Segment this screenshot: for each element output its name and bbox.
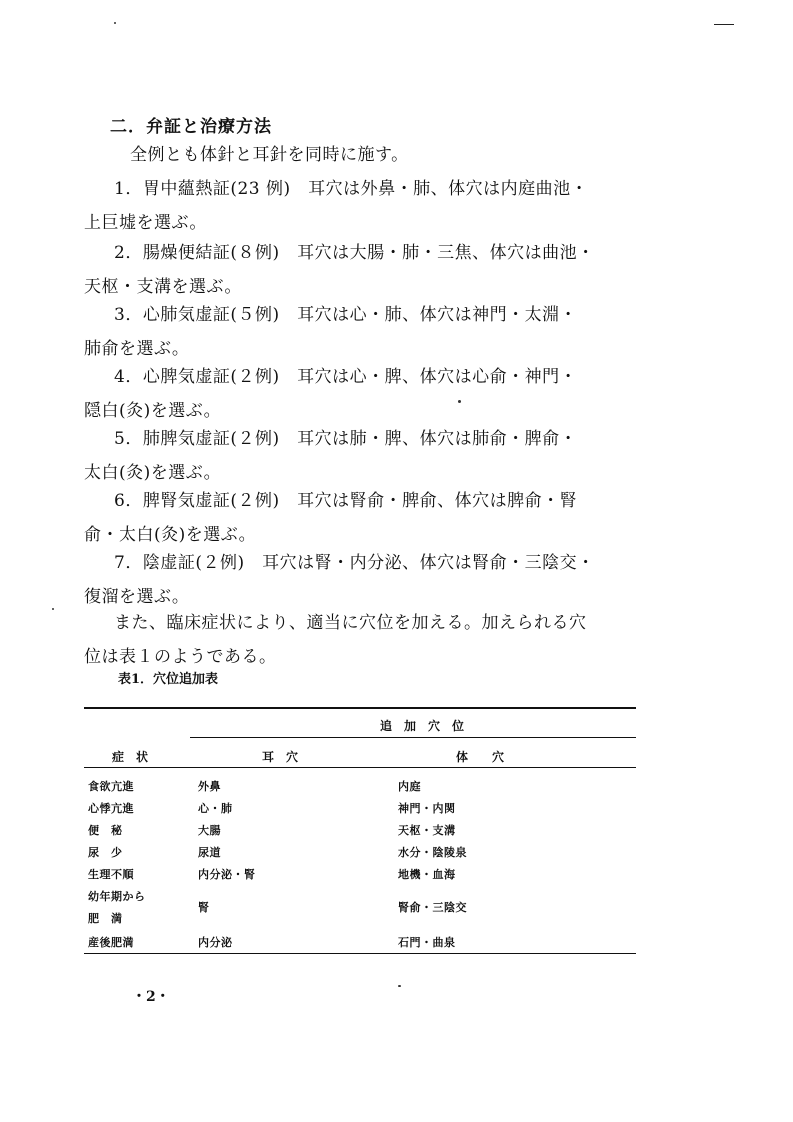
paragraph-2 <box>84 236 644 304</box>
paragraph-line: 俞・太白(灸)を選ぶ。 <box>84 525 257 545</box>
table-cell-ear: 外鼻 <box>198 780 221 793</box>
paragraph-line: また、臨床症状により、適当に穴位を加える。加えられる穴 <box>114 613 587 633</box>
table-cell-ear: 内分泌・腎 <box>198 868 256 881</box>
section-heading: 二．弁証と治療方法 <box>110 117 272 137</box>
table-cell-symptom-cont: 肥 満 <box>88 912 123 925</box>
table-header-ear: 耳 穴 <box>262 750 299 764</box>
corner-dash-mark <box>714 24 734 25</box>
table-cell-ear: 内分泌 <box>198 936 233 949</box>
scan-speck <box>52 608 54 610</box>
table-cell-body: 天枢・支溝 <box>398 824 456 837</box>
paragraph-intro <box>84 138 644 172</box>
table-cell-body: 水分・陰陵泉 <box>398 846 467 859</box>
table-top-rule <box>84 707 636 709</box>
paragraph-6 <box>84 484 644 552</box>
table-cell-symptom: 食欲亢進 <box>88 780 134 793</box>
paragraph-line: 4．心脾気虚証(２例) 耳穴は心・脾、体穴は心俞・神門・ <box>114 367 578 387</box>
table-cell-symptom: 産後肥満 <box>88 936 134 949</box>
paragraph-3 <box>84 298 644 366</box>
paragraph-line: 全例とも体針と耳針を同時に施す。 <box>130 145 409 165</box>
table-group-rule <box>190 737 636 738</box>
scan-speck <box>114 22 116 24</box>
table-cell-ear: 尿道 <box>198 846 221 859</box>
table-cell-body: 腎俞・三陰交 <box>398 901 467 914</box>
table-cell-ear: 心・肺 <box>198 802 233 815</box>
paragraph-1 <box>84 172 644 240</box>
table-header-rule <box>84 767 636 768</box>
paragraph-line: 上巨墟を選ぶ。 <box>84 213 207 233</box>
table-cell-symptom: 幼年期から <box>88 890 146 903</box>
paragraph-line: 6．脾腎気虚証(２例) 耳穴は腎俞・脾俞、体穴は脾俞・腎 <box>114 491 578 511</box>
table-cell-body: 内庭 <box>398 780 421 793</box>
scan-speck <box>398 985 401 987</box>
table-cell-body: 神門・内関 <box>398 802 456 815</box>
table-bottom-rule <box>84 953 636 954</box>
table-cell-symptom: 生理不順 <box>88 868 134 881</box>
paragraph-7 <box>84 546 644 614</box>
paragraph-line: 位は表１のようである。 <box>84 647 277 667</box>
paragraph-line: 7．陰虚証(２例) 耳穴は腎・内分泌、体穴は腎俞・三陰交・ <box>114 553 595 573</box>
paragraph-line: 1．胃中蘊熱証(23 例) 耳穴は外鼻・肺、体穴は内庭曲池・ <box>114 179 589 199</box>
table-cell-symptom: 尿 少 <box>88 846 123 859</box>
table-cell-ear: 大腸 <box>198 824 221 837</box>
paragraph-4 <box>84 360 644 428</box>
paragraph-line: 3．心肺気虚証(５例) 耳穴は心・肺、体穴は神門・太淵・ <box>114 305 578 325</box>
paragraph-line: 太白(灸)を選ぶ。 <box>84 463 222 483</box>
page-number: ・2・ <box>132 989 170 1005</box>
table-group-header: 追 加 穴 位 <box>380 719 465 733</box>
table-cell-symptom: 心悸亢進 <box>88 802 134 815</box>
table-cell-ear: 腎 <box>198 901 210 914</box>
paragraph-5 <box>84 422 644 490</box>
paragraph-line: 隠白(灸)を選ぶ。 <box>84 401 222 421</box>
paragraph-8 <box>84 606 644 674</box>
table-cell-symptom: 便 秘 <box>88 824 123 837</box>
table-cell-body: 地機・血海 <box>398 868 456 881</box>
table-cell-body: 石門・曲泉 <box>398 936 456 949</box>
paragraph-line: 5．肺脾気虚証(２例) 耳穴は肺・脾、体穴は肺俞・脾俞・ <box>114 429 578 449</box>
table-header-body: 体 穴 <box>456 750 505 764</box>
table-caption: 表1．穴位追加表 <box>118 672 219 687</box>
table-header-symptom: 症 状 <box>112 750 149 764</box>
paragraph-line: 復溜を選ぶ。 <box>84 587 190 607</box>
paragraph-line: 2．腸燥便結証(８例) 耳穴は大腸・肺・三焦、体穴は曲池・ <box>114 243 595 263</box>
paragraph-line: 天枢・支溝を選ぶ。 <box>84 277 242 297</box>
paragraph-line: 肺俞を選ぶ。 <box>84 339 190 359</box>
